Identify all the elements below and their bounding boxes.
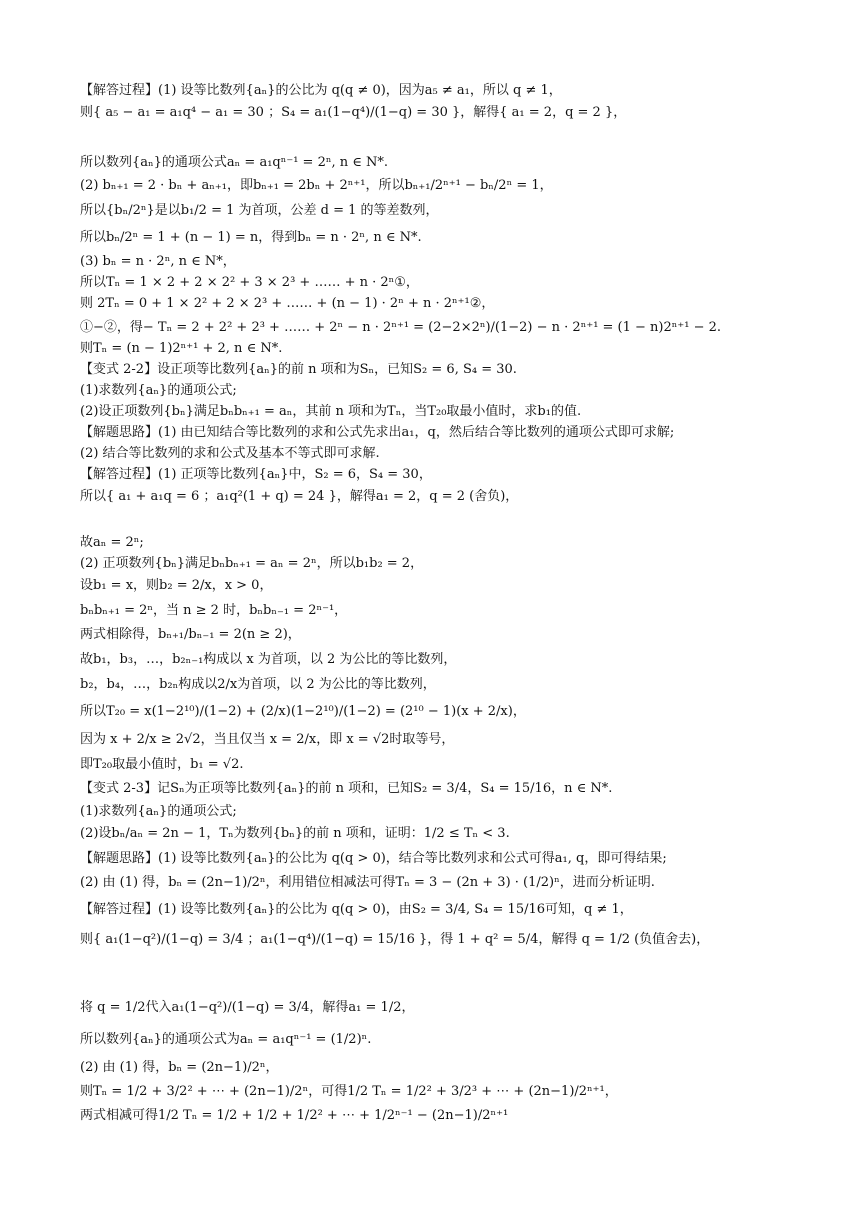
text-line: 【解答过程】(1) 设等比数列{aₙ}的公比为 q(q > 0)，由S₂ = 3/4, S₄ = 15/16可知，q ≠ 1， bbox=[80, 902, 633, 917]
text-line: 【解答过程】(1) 设等比数列{aₙ}的公比为 q(q ≠ 0)，因为a₅ ≠ a₁，所以 q ≠ 1， bbox=[80, 83, 562, 98]
text-line: (2)设正项数列{bₙ}满足bₙbₙ₊₁ = aₙ，其前 n 项和为Tₙ，当T₂₀取最小值时，求b₁的值. bbox=[80, 404, 582, 419]
text-line: (2) 正项数列{bₙ}满足bₙbₙ₊₁ = aₙ = 2ⁿ，所以b₁b₂ = 2， bbox=[80, 556, 424, 571]
text-line: (1)求数列{aₙ}的通项公式; bbox=[80, 804, 237, 819]
text-line: 所以{bₙ/2ⁿ}是以b₁/2 = 1 为首项，公差 d = 1 的等差数列， bbox=[80, 203, 439, 218]
text-line: 则Tₙ = 1/2 + 3/2² + ⋯ + (2n−1)/2ⁿ，可得1/2 Tₙ = 1/2² + 3/2³ + ⋯ + (2n−1)/2ⁿ⁺¹， bbox=[80, 1084, 618, 1099]
text-line: 所以bₙ/2ⁿ = 1 + (n − 1) = n，得到bₙ = n · 2ⁿ, n ∈ N*. bbox=[80, 230, 422, 245]
text-line: (2) 由 (1) 得，bₙ = (2n−1)/2ⁿ，利用错位相减法可得Tₙ = 3 − (2n + 3) · (1/2)ⁿ，进而分析证明. bbox=[80, 875, 655, 890]
equation-system: 则{ a₅ − a₁ = a₁q⁴ − a₁ = 30 ；S₄ = a₁(1−q⁴)/(1−q) = 30 }，解得{ a₁ = 2，q = 2 }， bbox=[80, 105, 627, 120]
text-line: 因为 x + 2/x ≥ 2√2，当且仅当 x = 2/x，即 x = √2时取等号， bbox=[80, 732, 455, 747]
text-line: 【解题思路】(1) 由已知结合等比数列的求和公式先求出a₁，q，然后结合等比数列的通项公式即可求解; bbox=[80, 425, 675, 440]
text-line: b₂，b₄，…，b₂ₙ构成以2/x为首项，以 2 为公比的等比数列， bbox=[80, 677, 436, 692]
text-line: 所以T₂₀ = x(1−2¹⁰)/(1−2) + (2/x)(1−2¹⁰)/(1−2) = (2¹⁰ − 1)(x + 2/x)， bbox=[80, 704, 526, 719]
text-line: 所以Tₙ = 1 × 2 + 2 × 2² + 3 × 2³ + …… + n · 2ⁿ①， bbox=[80, 275, 419, 290]
text-line: 所以数列{aₙ}的通项公式为aₙ = a₁qⁿ⁻¹ = (1/2)ⁿ. bbox=[80, 1032, 372, 1047]
text-line: 两式相除得，bₙ₊₁/bₙ₋₁ = 2(n ≥ 2)， bbox=[80, 627, 301, 642]
text-line: (2) 由 (1) 得，bₙ = (2n−1)/2ⁿ， bbox=[80, 1060, 279, 1075]
text-line: 则 2Tₙ = 0 + 1 × 2² + 2 × 2³ + …… + (n − 1) · 2ⁿ + n · 2ⁿ⁺¹②， bbox=[80, 296, 495, 311]
text-line: (2)设bₙ/aₙ = 2n − 1，Tₙ为数列{bₙ}的前 n 项和，证明：1/2 ≤ Tₙ < 3. bbox=[80, 826, 510, 841]
text-line: 【解答过程】(1) 正项等比数列{aₙ}中，S₂ = 6，S₄ = 30， bbox=[80, 467, 432, 482]
text-line: (3) bₙ = n · 2ⁿ, n ∈ N*， bbox=[80, 254, 236, 269]
section-heading: 【变式 2-3】记Sₙ为正项等比数列{aₙ}的前 n 项和，已知S₂ = 3/4，S₄ = 15/16，n ∈ N*. bbox=[80, 781, 613, 796]
text-line: (1)求数列{aₙ}的通项公式; bbox=[80, 383, 237, 398]
text-line: 则Tₙ = (n − 1)2ⁿ⁺¹ + 2, n ∈ N*. bbox=[80, 341, 283, 356]
text-line: ①−②，得− Tₙ = 2 + 2² + 2³ + …… + 2ⁿ − n · 2ⁿ⁺¹ = (2−2×2ⁿ)/(1−2) − n · 2ⁿ⁺¹ = (1 − n)2ⁿ⁺¹ − 2. bbox=[80, 320, 722, 335]
text-line: 故b₁，b₃，…，b₂ₙ₋₁构成以 x 为首项，以 2 为公比的等比数列， bbox=[80, 652, 457, 667]
text-line: 【解题思路】(1) 设等比数列{aₙ}的公比为 q(q > 0)，结合等比数列求和公式可得a₁, q，即可得结果; bbox=[80, 851, 667, 866]
text-line: (2) bₙ₊₁ = 2 · bₙ + aₙ₊₁，即bₙ₊₁ = 2bₙ + 2ⁿ⁺¹，所以bₙ₊₁/2ⁿ⁺¹ − bₙ/2ⁿ = 1， bbox=[80, 178, 553, 193]
text-line: 两式相减可得1/2 Tₙ = 1/2 + 1/2 + 1/2² + ⋯ + 1/2ⁿ⁻¹ − (2n−1)/2ⁿ⁺¹ bbox=[80, 1108, 509, 1123]
section-heading: 【变式 2-2】设正项等比数列{aₙ}的前 n 项和为Sₙ，已知S₂ = 6, S₄ = 30. bbox=[80, 362, 517, 377]
text-line: 即T₂₀取最小值时，b₁ = √2. bbox=[80, 757, 244, 772]
text-line: (2) 结合等比数列的求和公式及基本不等式即可求解. bbox=[80, 446, 380, 461]
text-line: bₙbₙ₊₁ = 2ⁿ，当 n ≥ 2 时，bₙbₙ₋₁ = 2ⁿ⁻¹， bbox=[80, 603, 348, 618]
equation-system: 所以{ a₁ + a₁q = 6 ；a₁q²(1 + q) = 24 }，解得a₁ = 2，q = 2 (舍负)， bbox=[80, 489, 519, 504]
text-line: 所以数列{aₙ}的通项公式aₙ = a₁qⁿ⁻¹ = 2ⁿ, n ∈ N*. bbox=[80, 155, 389, 170]
text-line: 设b₁ = x，则b₂ = 2/x，x > 0， bbox=[80, 578, 273, 593]
text-line: 故aₙ = 2ⁿ; bbox=[80, 535, 144, 550]
equation-system: 则{ a₁(1−q²)/(1−q) = 3/4 ；a₁(1−q⁴)/(1−q) = 15/16 }，得 1 + q² = 5/4，解得 q = 1/2 (负值舍去)， bbox=[80, 932, 710, 947]
text-line: 将 q = 1/2代入a₁(1−q²)/(1−q) = 3/4，解得a₁ = 1/2， bbox=[80, 1000, 415, 1015]
